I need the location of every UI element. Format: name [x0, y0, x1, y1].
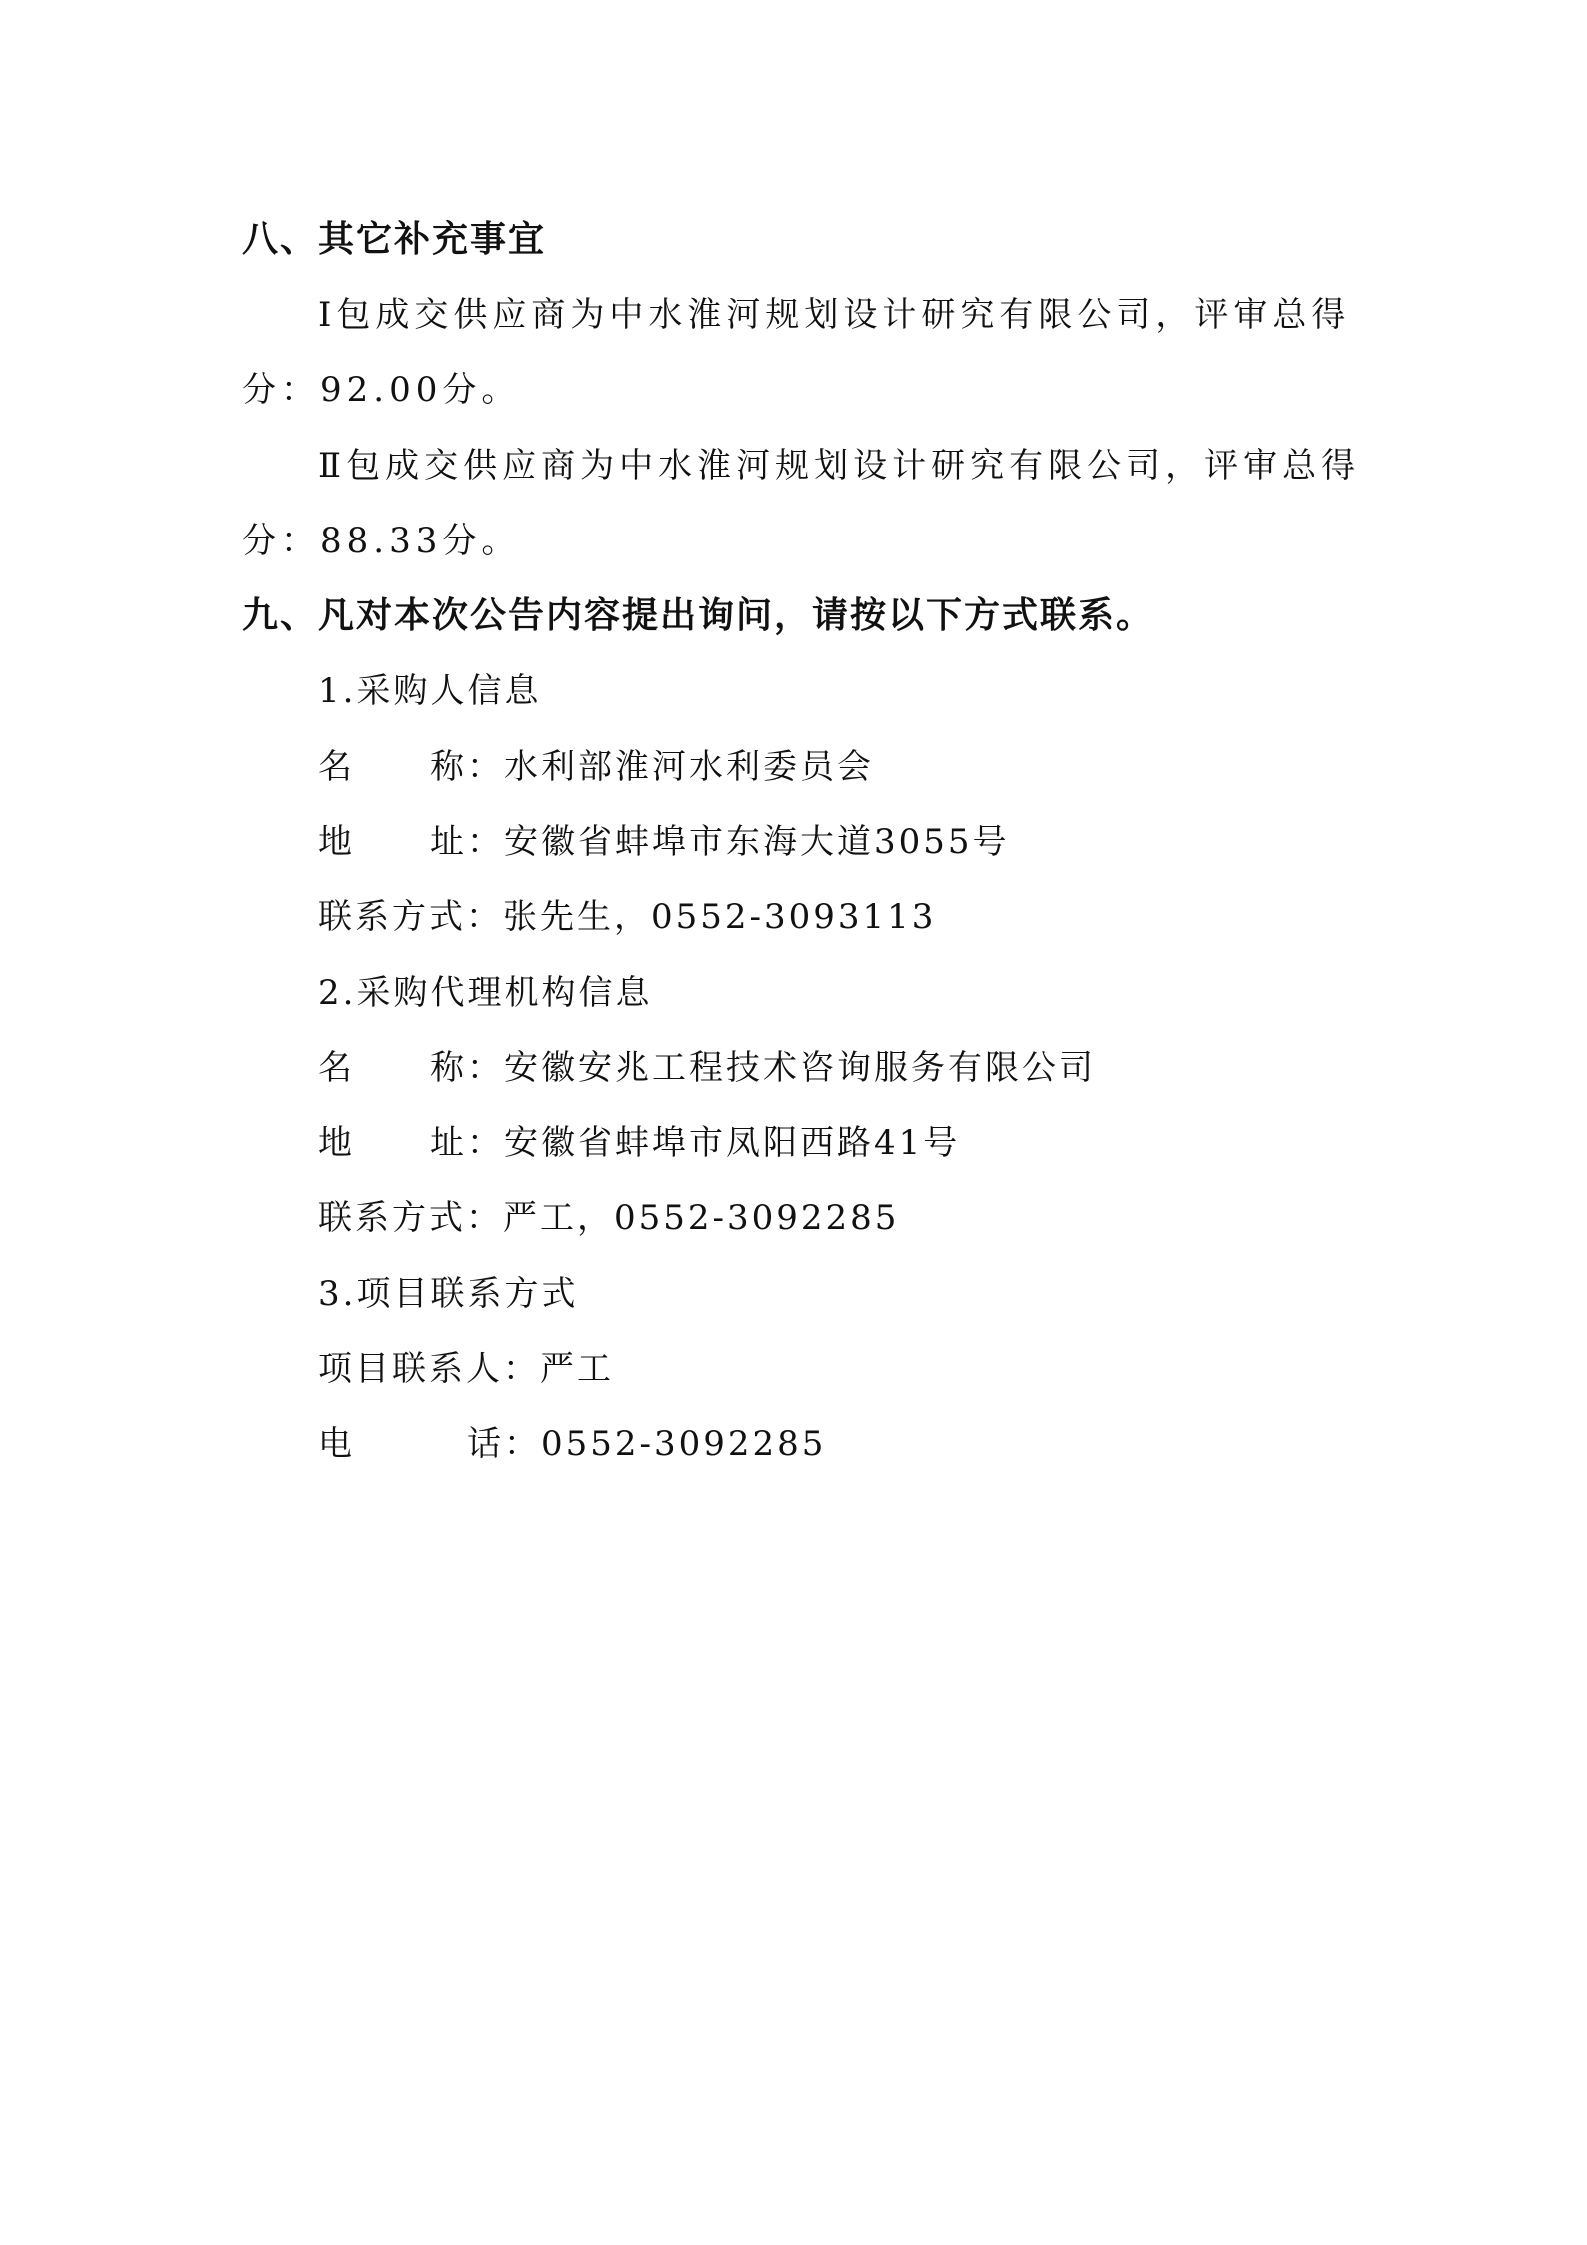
lot-2-result-line-1: Ⅱ包成交供应商为中水淮河规划设计研究有限公司，评审总得: [318, 446, 1361, 486]
agency-contact-value: 严工，0552-3092285: [503, 1198, 900, 1238]
project-phone-label-b: 话：: [467, 1424, 541, 1464]
project-phone-label-a: 电: [318, 1424, 355, 1464]
agency-name-value: 安徽安兆工程技术咨询服务有限公司: [504, 1048, 1096, 1088]
project-person-label: 项目联系人：: [318, 1349, 540, 1389]
purchaser-name-label-b: 称：: [430, 747, 504, 787]
agency-name-row: [318, 1048, 1096, 1088]
agency-info-title: 2.采购代理机构信息: [318, 973, 653, 1013]
agency-address-row: [318, 1123, 960, 1163]
agency-contact-row: [318, 1198, 899, 1238]
purchaser-address-row: [318, 822, 1010, 862]
purchaser-name-label-a: 名: [318, 747, 355, 787]
purchaser-name-value: 水利部淮河水利委员会: [504, 747, 874, 787]
project-person-row: [318, 1349, 614, 1389]
section-8-heading: 八、其它补充事宜: [242, 219, 547, 260]
agency-address-label-b: 址：: [430, 1123, 504, 1163]
purchaser-contact-value: 张先生，0552-3093113: [503, 897, 937, 937]
agency-name-label-a: 名: [318, 1048, 355, 1088]
purchaser-address-label-a: 地: [318, 822, 355, 862]
purchaser-contact-label: 联系方式：: [318, 897, 503, 937]
project-phone-row: [318, 1424, 826, 1464]
agency-name-label-b: 称：: [430, 1048, 504, 1088]
agency-address-label-a: 地: [318, 1123, 355, 1163]
purchaser-info-title: 1.采购人信息: [318, 671, 542, 711]
section-9-heading: 九、凡对本次公告内容提出询问，请按以下方式联系。: [242, 595, 1155, 636]
agency-address-value: 安徽省蚌埠市凤阳西路41号: [504, 1123, 961, 1163]
purchaser-address-label-b: 址：: [430, 822, 504, 862]
project-person-value: 严工: [540, 1349, 614, 1389]
project-phone-value: 0552-3092285: [541, 1424, 827, 1464]
agency-contact-label: 联系方式：: [318, 1198, 503, 1238]
purchaser-address-value: 安徽省蚌埠市东海大道3055号: [504, 822, 1010, 862]
lot-1-result-line-1: Ⅰ包成交供应商为中水淮河规划设计研究有限公司，评审总得: [318, 295, 1351, 335]
purchaser-name-row: [318, 747, 874, 787]
lot-2-result-line-2: 分：88.33分。: [242, 521, 521, 561]
purchaser-contact-row: [318, 897, 936, 937]
project-contact-title: 3.项目联系方式: [318, 1274, 579, 1314]
lot-1-result-line-2: 分：92.00分。: [242, 370, 521, 410]
